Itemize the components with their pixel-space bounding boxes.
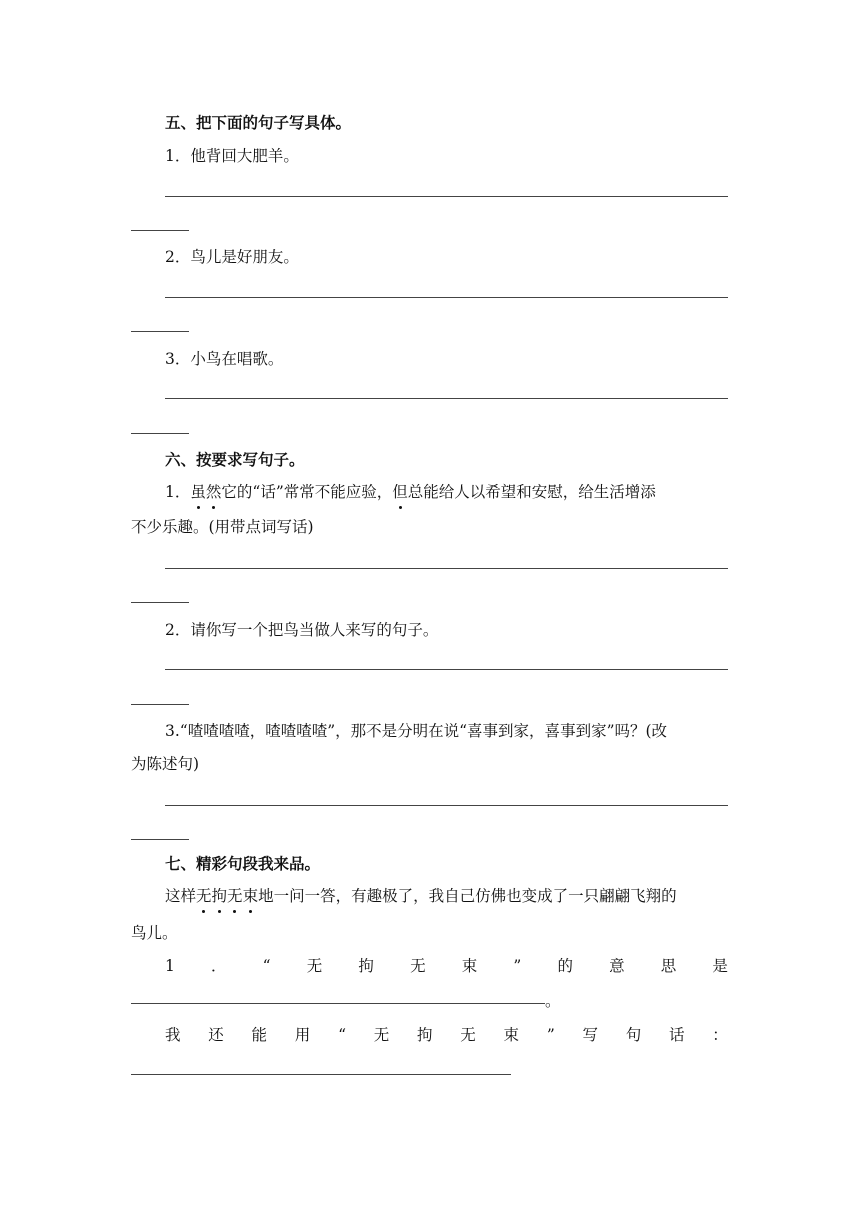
answer-line-6-2b[interactable] <box>131 704 189 705</box>
q7-2-char: 句 <box>625 1026 642 1044</box>
section6-heading: 六、按要求写句子。 <box>165 451 305 469</box>
question-6-3-line1: 3.“喳喳喳喳，喳喳喳喳”，那不是分明在说“喜事到家，喜事到家”吗？(改 <box>165 722 668 740</box>
question-5-1: 1．他背回大肥羊。 <box>165 147 299 165</box>
dotted-char-sui: 虽 <box>190 483 206 501</box>
question-6-1-line1 <box>165 481 656 503</box>
q7-1-char: 意 <box>609 957 625 975</box>
q6-1-text-a: 它的“话”常常不能应验， <box>221 483 393 501</box>
q7-2-char: 束 <box>503 1026 520 1044</box>
answer-line-5-2a[interactable] <box>165 297 728 298</box>
answer-7-1-period: 。 <box>545 992 561 1010</box>
answer-line-6-1a[interactable] <box>165 568 728 569</box>
answer-line-5-2b[interactable] <box>131 331 189 332</box>
answer-line-5-3a[interactable] <box>165 398 728 399</box>
question-6-2: 2．请你写一个把鸟当做人来写的句子。 <box>165 621 439 639</box>
dotted-char-shu: 束 <box>242 887 259 905</box>
q7-2-char: 还 <box>208 1026 224 1044</box>
q7-2-char: “ <box>338 1026 346 1044</box>
q7-2-char: 无 <box>373 1026 390 1044</box>
question-7-2 <box>165 1024 728 1046</box>
q7-2-char: 能 <box>251 1026 268 1044</box>
q7-2-char: 写 <box>582 1026 599 1044</box>
q7-1-char: 1 <box>165 957 175 975</box>
dotted-char-wu1: 无 <box>196 887 212 905</box>
answer-line-6-3a[interactable] <box>165 805 728 806</box>
question-7-1 <box>165 955 728 977</box>
answer-line-5-3b[interactable] <box>131 433 189 434</box>
q7-1-char: 的 <box>557 957 573 975</box>
answer-line-6-1b[interactable] <box>131 602 189 603</box>
q7-1-char: 无 <box>306 957 323 975</box>
q7-1-char: 拘 <box>358 957 374 975</box>
question-6-3-line2: 为陈述句) <box>131 755 200 773</box>
passage-line2: 鸟儿。 <box>131 924 178 942</box>
q7-1-char: 束 <box>461 957 478 975</box>
answer-line-5-1b[interactable] <box>131 230 189 231</box>
q7-2-char: ： <box>712 1026 728 1044</box>
question-6-1-line2: 不少乐趣。(用带点词写话) <box>131 518 314 536</box>
question-5-2: 2．鸟儿是好朋友。 <box>165 248 299 266</box>
q7-1-char: ． <box>211 957 227 975</box>
q7-1-char: 无 <box>410 957 426 975</box>
q7-2-char: 拘 <box>417 1026 433 1044</box>
section5-heading: 五、把下面的句子写具体。 <box>165 114 352 132</box>
q7-1-char: 思 <box>660 957 677 975</box>
q7-2-char: 无 <box>460 1026 476 1044</box>
answer-line-5-1a[interactable] <box>165 196 728 197</box>
answer-line-7-1[interactable] <box>131 1003 545 1004</box>
q7-2-char: 我 <box>165 1026 181 1044</box>
q6-1-text-b: 总能给人以希望和安慰，给生活增添 <box>407 483 656 501</box>
passage-text-a: 这样 <box>165 887 197 905</box>
q6-1-number: 1． <box>165 483 191 501</box>
q7-1-char: ” <box>513 957 522 975</box>
question-5-3: 3．小鸟在唱歌。 <box>165 350 284 368</box>
dotted-char-ju: 拘 <box>211 887 228 905</box>
dotted-char-ran: 然 <box>205 483 222 501</box>
dotted-char-wu2: 无 <box>227 887 243 905</box>
passage-text-b: 地一问一答，有趣极了，我自己仿佛也变成了一只翩翩飞翔的 <box>258 887 677 905</box>
dotted-char-dan: 但 <box>392 483 408 501</box>
q7-2-char: ” <box>546 1026 555 1044</box>
q7-2-char: 话 <box>669 1026 685 1044</box>
answer-line-6-3b[interactable] <box>131 839 189 840</box>
answer-line-6-2a[interactable] <box>165 669 728 670</box>
q7-1-char: 是 <box>712 957 728 975</box>
q7-2-char: 用 <box>294 1026 311 1044</box>
answer-line-7-2[interactable] <box>131 1074 511 1075</box>
section7-heading: 七、精彩句段我来品。 <box>165 855 321 873</box>
passage-line1 <box>165 885 677 907</box>
q7-1-char: “ <box>262 957 271 975</box>
